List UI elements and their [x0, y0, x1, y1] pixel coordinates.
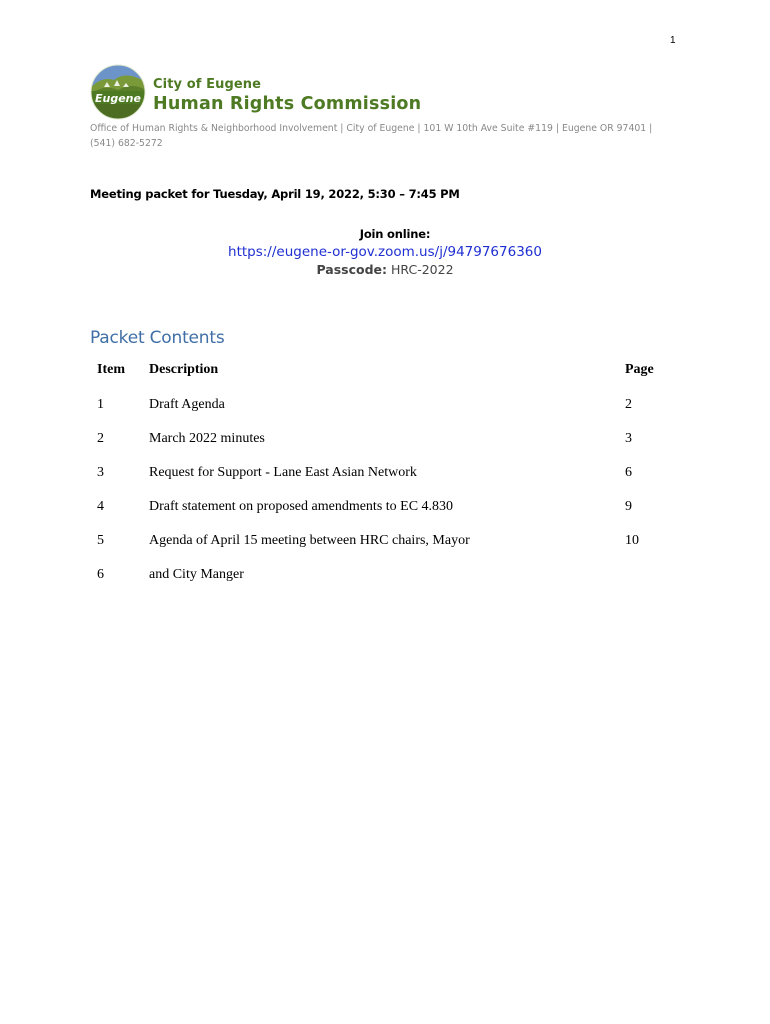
- row-item-number: 3: [97, 465, 104, 480]
- org-name: City of Eugene: [153, 77, 262, 92]
- meeting-packet-line: Meeting packet for Tuesday, April 19, 2022, 5:30 – 7:45 PM: [90, 187, 460, 201]
- row-item-number: 1: [97, 397, 104, 412]
- row-item-number: 6: [97, 567, 104, 582]
- row-page: 2: [625, 397, 632, 412]
- row-description: Agenda of April 15 meeting between HRC chairs, Mayor: [149, 533, 470, 548]
- packet-contents-heading: Packet Contents: [90, 328, 225, 349]
- row-page: 3: [625, 431, 632, 446]
- passcode-label: Passcode:: [316, 262, 388, 277]
- row-item-number: 2: [97, 431, 104, 446]
- org-title: Human Rights Commission: [153, 94, 422, 114]
- row-description: Draft statement on proposed amendments to EC 4.830: [149, 499, 454, 514]
- zoom-link[interactable]: https://eugene-or-gov.zoom.us/j/94797676360: [228, 244, 542, 260]
- row-item-number: 4: [97, 499, 104, 514]
- table-row: [90, 499, 685, 533]
- column-header-page: Page: [625, 362, 654, 377]
- row-description: Request for Support - Lane East Asian Network: [149, 465, 417, 480]
- row-description: Draft Agenda: [149, 397, 225, 412]
- packet-contents-table: [90, 362, 685, 601]
- row-description: and City Manger: [149, 567, 244, 582]
- row-page: 10: [625, 533, 639, 548]
- column-header-description: Description: [149, 362, 219, 377]
- join-online-label: Join online:: [359, 227, 431, 241]
- row-page: [625, 567, 685, 601]
- city-of-eugene-logo: [90, 64, 146, 120]
- passcode-value: HRC-2022: [391, 262, 454, 277]
- row-description: March 2022 minutes: [149, 431, 265, 446]
- row-page: 9: [625, 499, 632, 514]
- svg-text:Eugene: Eugene: [95, 92, 141, 105]
- page-number: 1: [670, 35, 676, 46]
- table-row: [90, 397, 685, 431]
- table-row: [90, 567, 685, 601]
- table-row: [90, 431, 685, 465]
- row-item-number: 5: [97, 533, 104, 548]
- row-page: 6: [625, 465, 632, 480]
- column-header-item: Item: [97, 362, 125, 377]
- join-online-block: [0, 227, 770, 277]
- office-address: Office of Human Rights & Neighborhood Involvement | City of Eugene | 101 W 10th Ave Suite #119 | Eugene OR 97401 | (541) 682-5272: [90, 123, 653, 149]
- table-row: [90, 465, 685, 499]
- table-row: [90, 533, 685, 567]
- passcode-line: [0, 262, 770, 277]
- table-header-row: [90, 362, 685, 397]
